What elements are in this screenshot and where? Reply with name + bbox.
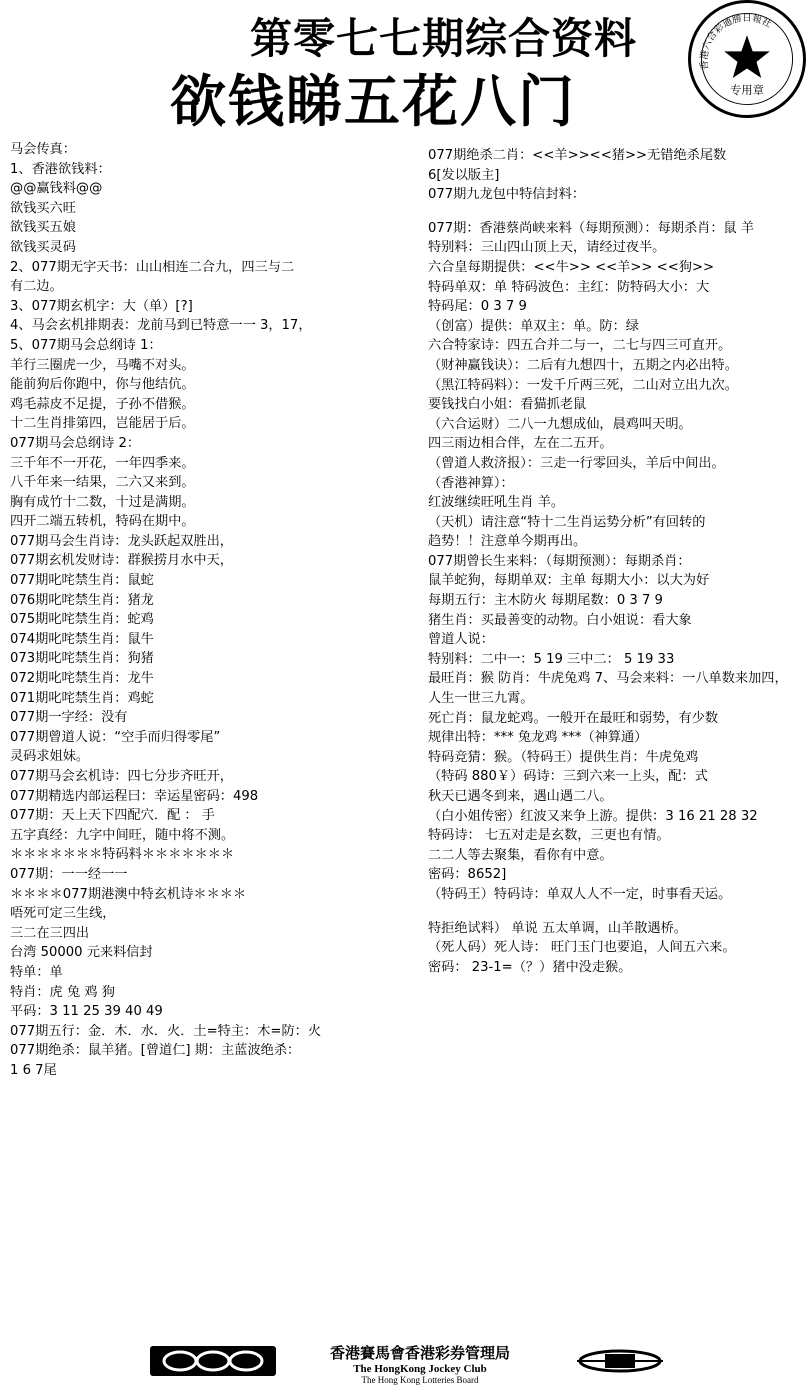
text-line: 四三雨边相合伴，左在二五开。 xyxy=(428,436,613,452)
text-line: 平码：3 11 25 39 40 49 xyxy=(10,1004,163,1020)
svg-text:专用章: 专用章 xyxy=(729,83,765,98)
text-line: 鸡毛蒜皮不足提，子孙不借猴。 xyxy=(10,396,195,412)
text-line: 077期叱咤禁生肖：鼠蛇 xyxy=(10,573,154,589)
text-line: 三二在三四出 xyxy=(10,925,90,941)
text-line: 076期叱咤禁生肖：猪龙 xyxy=(10,592,154,608)
text-line: 马会传真： xyxy=(10,142,76,157)
text-line: （创富）提供：单双主：单。防：绿 xyxy=(428,318,639,334)
text-line: 2、077期无字天书：山山相连二合九，四三与二 xyxy=(10,259,295,275)
text-line: 四开二端五转机，特码在期中。 xyxy=(10,514,195,530)
seal-stamp xyxy=(688,0,806,118)
footer-en2: The Hong Kong Lotteries Board xyxy=(361,1375,479,1385)
text-line: 特别料：三山四山顶上天，请经过夜半。 xyxy=(428,240,666,256)
text-line: 灵码求姐妹。 xyxy=(10,749,90,765)
text-line: 特码尾：0 3 7 9 xyxy=(428,299,527,315)
text-line: （死人码）死人诗： 旺门玉门也要追，人间五六来。 xyxy=(428,940,736,956)
text-line: 077期玄机发财诗：群猴捞月水中天， xyxy=(10,553,233,569)
text-line: 特单：单 xyxy=(10,964,63,980)
text-line: （香港神算）： xyxy=(428,475,514,491)
text-line: 1 6 7尾 xyxy=(10,1062,57,1078)
text-line: 鼠羊蛇狗，每期单双：主单 每期大小：以大为好 xyxy=(428,573,710,589)
text-line: 5、077期马会总纲诗 1： xyxy=(10,337,162,353)
text-line: （六合运财）二八一九想成仙，晨鸡叫天明。 xyxy=(428,416,692,432)
text-line: 074期叱咤禁生肖：鼠牛 xyxy=(10,631,154,647)
page-title-line2: 欲钱睇五花八门 xyxy=(170,70,576,135)
footer-en1: The HongKong Jockey Club xyxy=(353,1363,487,1375)
text-line: 秋天已遇冬到来，遇山遇二八。 xyxy=(428,789,613,804)
text-line: 特码竞猜：猴。（特码王）提供生肖：牛虎兔鸡 xyxy=(428,749,699,765)
text-line: 特码单双：单 特码波色：主红：防特码大小：大 xyxy=(428,279,710,295)
text-line: 台湾 50000 元来料信封 xyxy=(10,945,153,961)
text-line: 077期马会生肖诗：龙头跃起双胜出， xyxy=(10,533,233,549)
text-line: （白小姐传密）红波又来争上游。提供：3 16 21 28 32 xyxy=(428,808,758,824)
footer xyxy=(150,1340,670,1385)
text-line: 077期绝杀二肖：<<羊>><<猪>>无错绝杀尾数 xyxy=(428,148,727,163)
text-line: 077期马会玄机诗：四七分步齐旺开， xyxy=(10,769,233,784)
text-line: 十二生肖排第四，岂能居于后。 xyxy=(10,416,195,432)
text-line: （财神赢钱诀）：二后有九想四十，五期之内必出特。 xyxy=(428,357,738,373)
left-column xyxy=(10,140,408,1081)
text-line: 密码：8652] xyxy=(428,867,507,883)
svg-text:香港六合彩通勝日報社: 香港六合彩通勝日報社 xyxy=(698,12,774,71)
text-line: ＊＊＊＊077期港澳中特玄机诗＊＊＊＊ xyxy=(10,886,247,902)
text-line: （特码 880￥）码诗：三到六来一上头，配：式 xyxy=(428,769,708,785)
text-line: 3、077期玄机字：大（单）[?] xyxy=(10,298,193,314)
text-line: 077期精选内部运程曰：幸运星密码：498 xyxy=(10,788,259,804)
text-line: 077期一字经：没有 xyxy=(10,710,128,726)
text-line: 二二人等去聚集，看你有中意。 xyxy=(428,847,613,863)
text-line: 能前狗后你跑中，你与他结伉。 xyxy=(10,377,195,393)
text-line: 1、香港欲钱料： xyxy=(10,161,111,177)
text-line: 曾道人说： xyxy=(428,632,494,648)
text-line: 欲钱买灵码 xyxy=(10,239,76,255)
text-line: 071期叱咤禁生肖：鸡蛇 xyxy=(10,690,154,706)
text-line: 特拒绝试料） 单说 五太单调，山羊散遇桥。 xyxy=(428,920,687,936)
text-line: 五字真经：九字中间旺，随中将不测。 xyxy=(10,827,235,843)
text-line: （特码王）特码诗：单双人人不一定，时事看天运。 xyxy=(428,886,732,902)
text-line: 4、马会玄机排期表：龙前马到已特意一一 3，17， xyxy=(10,318,312,334)
text-line: 六合特家诗：四五合并二与一，二七与四三可直开。 xyxy=(428,338,732,354)
text-line: 死亡肖：鼠龙蛇鸡。一般开在最旺和弱势，有少数 xyxy=(428,710,719,726)
footer-cn: 香港賽馬會香港彩券管理局 xyxy=(329,1344,510,1362)
text-line: 密码： 23-1=（？）猪中没走猴。 xyxy=(428,959,632,975)
text-line: 规律出特：*** 兔龙鸡 ***（神算通） xyxy=(428,730,648,746)
footer-text xyxy=(300,1342,540,1385)
text-line: （曾道人救济报）：三走一行零回头，羊后中间出。 xyxy=(428,455,725,471)
text-line: 三千年不一开花，一年四季来。 xyxy=(10,455,195,471)
text-line: 特别料：二中一：5 19 三中二： 5 19 33 xyxy=(428,651,675,667)
text-line: 077期绝杀：鼠羊猪。[曾道仁] 期：主蓝波绝杀： xyxy=(10,1043,301,1059)
jockey-club-logo xyxy=(150,1346,276,1376)
page-title-line1: 第零七七期综合资料 xyxy=(250,14,638,63)
text-line: 趋势！！注意单今期再出。 xyxy=(428,534,587,550)
text-line: 六合皇每期提供：<<牛>> <<羊>> <<狗>> xyxy=(428,259,715,275)
text-line: 特肖：虎 兔 鸡 狗 xyxy=(10,984,115,1000)
text-line: 072期叱咤禁生肖：龙牛 xyxy=(10,671,154,687)
text-line: 特码诗： 七五对走是玄数，三更也有情。 xyxy=(428,828,670,844)
lotteries-logo xyxy=(575,1348,665,1374)
text-line: 人生一世三九霄。 xyxy=(428,691,534,707)
spacer xyxy=(428,205,804,219)
text-line: 077期：香港蔡尚峡来料（每期预测）：每期杀肖：鼠 羊 xyxy=(428,220,755,236)
text-line: 红波继续旺吼生肖 羊。 xyxy=(428,495,565,511)
text-line: ＊＊＊＊＊＊＊特码料＊＊＊＊＊＊＊ xyxy=(10,847,235,863)
text-line: 075期叱咤禁生肖：蛇鸡 xyxy=(10,612,154,628)
text-line: 要钱找白小姐：看猫抓老鼠 xyxy=(428,397,587,413)
text-line: 077期曾道人说：“空手而归得零尾” xyxy=(10,729,221,745)
text-line: 077期九龙包中特信封料： xyxy=(428,187,586,203)
text-line: 077期五行：金．木．水．火．土=特主：木=防：火 xyxy=(10,1023,322,1039)
text-line: 077期：天上天下四配穴．配 ： 手 xyxy=(10,808,215,824)
text-line: 猪生肖：买最善变的动物。白小姐说：看大象 xyxy=(428,612,692,628)
text-line: 077期马会总纲诗 2： xyxy=(10,435,141,451)
spacer xyxy=(428,905,804,919)
text-line: 077期：一一经一一 xyxy=(10,866,128,882)
text-line: 八千年来一结果，二六又来到。 xyxy=(10,475,195,491)
text-line: 欲钱买六旺 xyxy=(10,200,76,216)
text-line: 胸有成竹十二数，十过是满期。 xyxy=(10,494,195,510)
text-line: 羊行三圈虎一少，马嘴不对头。 xyxy=(10,357,195,373)
text-line: （天机）请注意“特十二生肖运势分析”有回转的 xyxy=(428,514,706,530)
text-line: 欲钱买五娘 xyxy=(10,220,76,236)
text-line: 最旺肖：猴 防肖：牛虎兔鸡 7、马会来料：一八单数来加四， xyxy=(428,671,788,687)
text-line: 每期五行：主木防火 每期尾数：0 3 7 9 xyxy=(428,593,663,609)
right-column xyxy=(428,146,804,977)
text-line: 077期曾长生来料：（每期预测）：每期杀肖： xyxy=(428,553,691,569)
text-line: （黑江特码料）：一发千斤两三死，二山对立出九次。 xyxy=(428,377,738,393)
text-line: 6[发以版主] xyxy=(428,167,500,183)
text-line: 有二边。 xyxy=(10,279,63,295)
text-line: @@赢钱料@@ xyxy=(10,181,103,197)
star-icon xyxy=(691,3,803,115)
text-line: 073期叱咤禁生肖：狗猪 xyxy=(10,651,154,667)
text-line: 唔死可定三生线， xyxy=(10,906,116,922)
